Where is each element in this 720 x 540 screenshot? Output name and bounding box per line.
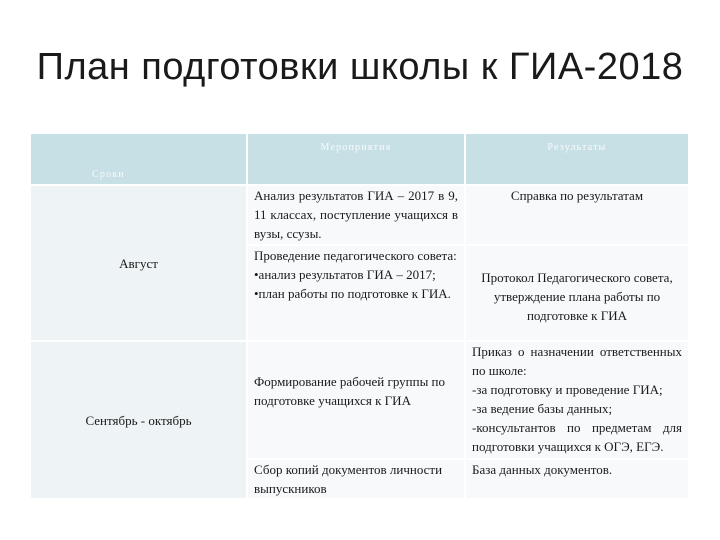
- header-term: Сроки: [31, 134, 247, 185]
- result-line: -за подготовку и проведение ГИА;: [472, 382, 663, 397]
- result-line: -консультантов по предметам для подготовки учащихся к ОГЭ, ЕГЭ.: [472, 420, 682, 454]
- result-cell: База данных документов.: [465, 459, 689, 499]
- table-row: [31, 185, 689, 245]
- slide-title: План подготовки школы к ГИА-2018: [36, 46, 684, 88]
- result-line: -за ведение базы данных;: [472, 401, 613, 416]
- result-cell: Протокол Педагогического совета, утверждение плана работы по подготовке к ГИА: [465, 245, 689, 341]
- activity-cell: Формирование рабочей группы по подготовке учащихся к ГИА: [247, 341, 465, 459]
- table-row: [31, 341, 689, 459]
- result-cell: [465, 341, 689, 459]
- term-cell-august: Август: [31, 185, 247, 341]
- header-result: Результаты: [465, 134, 689, 185]
- activity-cell: Анализ результатов ГИА – 2017 в 9, 11 классах, поступление учащихся в вузы, ссузы.: [247, 185, 465, 245]
- activity-cell: Сбор копий документов личности выпускников: [247, 459, 465, 499]
- plan-table: [31, 134, 690, 500]
- header-activity: Мероприятия: [247, 134, 465, 185]
- table-header-row: [31, 134, 689, 185]
- activity-bullet: •план работы по подготовке к ГИА.: [254, 286, 451, 301]
- activity-line: Проведение педагогического совета:: [254, 248, 457, 263]
- result-line: Приказ о назначении ответственных по школе:: [472, 344, 682, 378]
- term-cell-september-october: Сентябрь - октябрь: [31, 341, 247, 499]
- activity-bullet: •анализ результатов ГИА – 2017;: [254, 267, 436, 282]
- activity-cell: [247, 245, 465, 341]
- result-cell: Справка по результатам: [465, 185, 689, 245]
